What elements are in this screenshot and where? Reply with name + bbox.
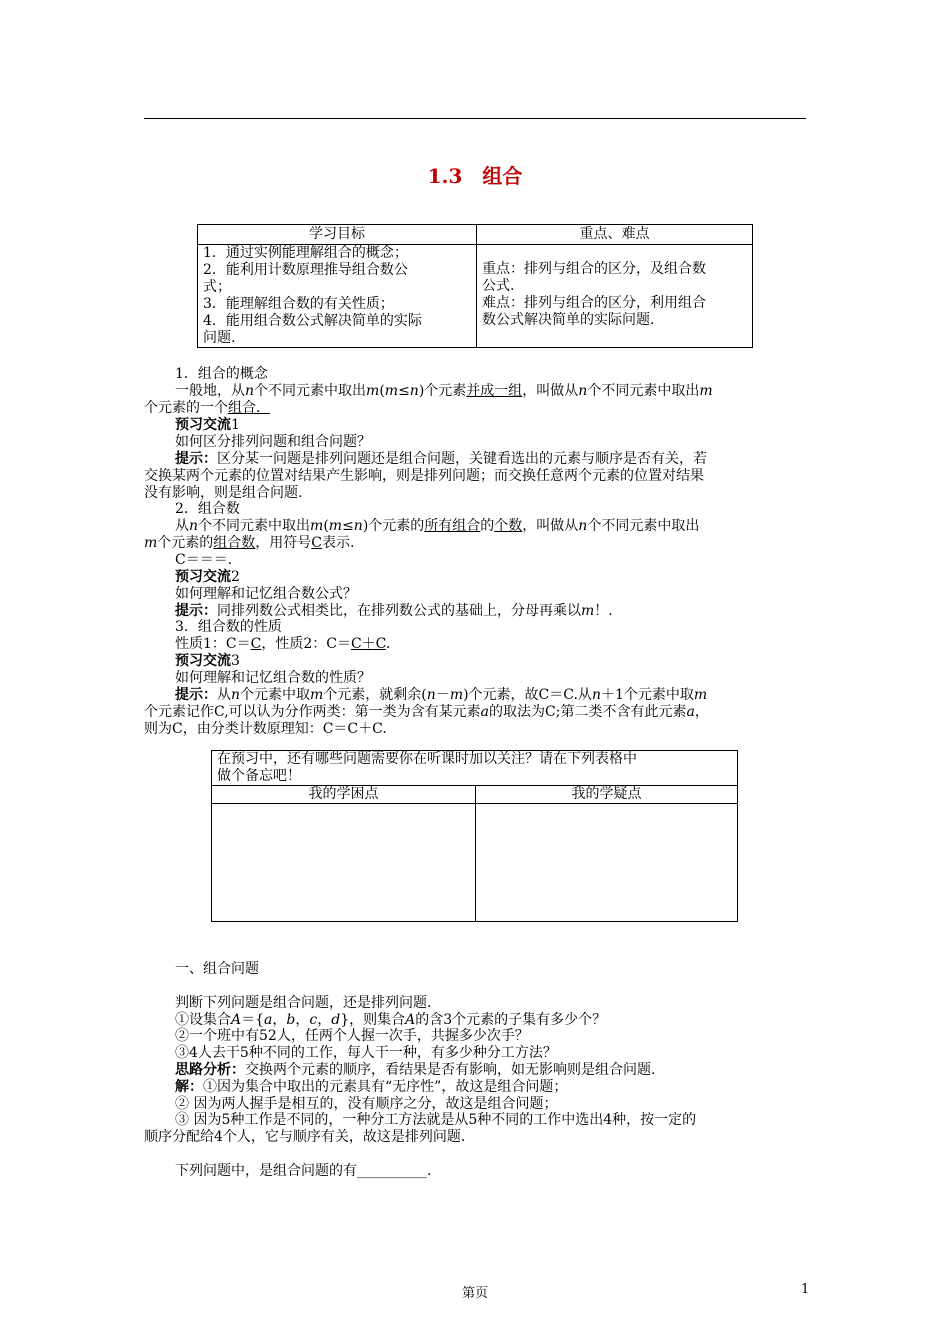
objectives-cell: [198, 245, 477, 348]
page-number: 1: [801, 1282, 810, 1297]
hint-line: 没有影响，则是组合问题.: [144, 485, 303, 501]
answer-blank: 并成一组: [466, 383, 523, 399]
page-title: 1.3 组合: [427, 164, 523, 188]
preview-label: 预习交流3: [175, 653, 240, 669]
analysis-line: 思路分析：交换两个元素的顺序，看结果是否有影响，如无影响则是组合问题.: [175, 1062, 656, 1078]
question-line: 如何理解和记忆组合数公式？: [175, 586, 357, 602]
paragraph-line: 个元素的一个组合．: [144, 400, 270, 416]
hint-line: 个元素记作C,可以认为分作两类：第一类为含有某元素a的取法为C;第二类不含有此元素a，: [144, 704, 709, 720]
hint-line: 交换某两个元素的位置对结果产生影响，则是排列问题；而交换任意两个元素的位置对结果: [144, 468, 704, 484]
notes-cell-doubts[interactable]: [476, 804, 738, 922]
paragraph-line: m个元素的组合数，用符号C表示.: [144, 535, 355, 551]
paragraph-line: 一般地，从n个不同元素中取出m(m≤n)个元素并成一组，叫做从n个不同元素中取出m: [175, 383, 713, 399]
goals-header-objectives: 学习目标: [198, 225, 477, 245]
formula-line: C＝＝＝.: [175, 552, 233, 568]
item-line: ②一个班中有52人，任两个人握一次手，共握多少次手？: [175, 1028, 529, 1044]
question-line: 如何理解和记忆组合数的性质？: [175, 670, 371, 686]
preview-label: 预习交流1: [175, 417, 240, 433]
objective-line: 1．通过实例能理解组合的概念；: [203, 245, 408, 261]
keypoints-cell: [477, 245, 753, 348]
question-line: 如何区分排列问题和组合问题？: [175, 434, 371, 450]
keypoint-line: 难点：排列与组合的区分，利用组合: [482, 295, 706, 311]
solution-line: 解：①因为集合中取出的元素具有“无序性”，故这是组合问题；: [175, 1079, 568, 1095]
item-line: ③4人去干5种不同的工作，每人干一种，有多少种分工方法？: [175, 1045, 557, 1061]
property-line: 性质1：C＝C，性质2：C＝C＋C.: [175, 636, 391, 652]
section-heading: 一、组合问题: [175, 961, 259, 977]
notes-table: [211, 750, 738, 922]
keypoint-line: 数公式解决简单的实际问题.: [482, 312, 655, 328]
item-line: ①设集合A＝{a，b，c，d}，则集合A的含3个元素的子集有多少个？: [175, 1012, 607, 1028]
notes-header-doubts: 我的学疑点: [476, 786, 738, 804]
preview-label: 预习交流2: [175, 569, 240, 585]
objective-line: 问题.: [203, 330, 236, 346]
goals-table: [197, 224, 753, 348]
notes-cell-difficulties[interactable]: [212, 804, 476, 922]
section-heading: 1．组合的概念: [175, 366, 268, 382]
solution-line: ③ 因为5种工作是不同的，一种分工方法就是从5种不同的工作中选出4种，按一定的: [175, 1112, 697, 1128]
footer-center: 第页: [461, 1286, 488, 1301]
section-heading: 2．组合数: [175, 501, 240, 517]
header-rule: [144, 118, 806, 119]
hint-line: 则为C，由分类计数原理知：C＝C＋C.: [144, 721, 387, 737]
hint-line: 提示：同排列数公式相类比，在排列数公式的基础上，分母再乘以m！.: [175, 603, 613, 619]
notes-intro: 在预习中，还有哪些问题需要你在听课时加以关注？请在下列表格中 做个备忘吧！: [212, 751, 738, 786]
answer-blank: 组合．: [228, 400, 270, 416]
hint-line: 提示：从n个元素中取m个元素，就剩余(n－m)个元素，故C＝C.从n＋1个元素中取m: [175, 687, 708, 703]
solution-line: 顺序分配给4个人，它与顺序有关，故这是排列问题.: [144, 1129, 466, 1145]
keypoint-line: 重点：排列与组合的区分，及组合数: [482, 261, 706, 277]
hint-line: 提示：区分某一问题是排列问题还是组合问题，关键看选出的元素与顺序是否有关，若: [175, 451, 707, 467]
goals-header-keypoints: 重点、难点: [477, 225, 753, 245]
notes-header-difficulties: 我的学困点: [212, 786, 476, 804]
section-heading: 3．组合数的性质: [175, 619, 282, 635]
objective-line: 式；: [203, 279, 231, 295]
paragraph-line: 从n个不同元素中取出m(m≤n)个元素的所有组合的个数，叫做从n个不同元素中取出: [175, 518, 700, 534]
solution-line: ② 因为两人握手是相互的，没有顺序之分，故这是组合问题；: [175, 1096, 558, 1112]
keypoint-line: 公式.: [482, 278, 515, 294]
exercise-line: 下列问题中，是组合问题的有__________.: [175, 1163, 432, 1179]
objective-line: 4．能用组合数公式解决简单的实际: [203, 313, 422, 329]
objective-line: 3．能理解组合数的有关性质；: [203, 296, 394, 312]
question-line: 判断下列问题是组合问题，还是排列问题.: [175, 995, 432, 1011]
objective-line: 2．能利用计数原理推导组合数公: [203, 262, 408, 278]
